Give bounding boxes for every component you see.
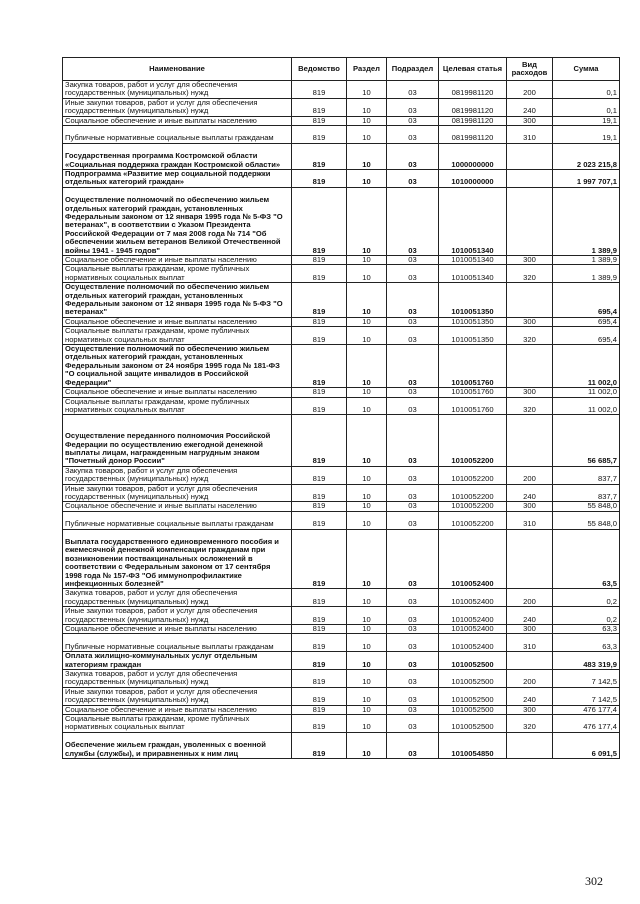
cell-name: Социальное обеспечение и иные выплаты населению (63, 116, 292, 125)
table-row (63, 116, 620, 125)
table-row (63, 345, 620, 388)
cell-celevaya-statya: 1010052200 (439, 511, 507, 529)
cell-name: Государственная программа Костромской области «Социальная поддержка граждан Костромской области» (63, 143, 292, 169)
cell-name: Публичные нормативные социальные выплаты гражданам (63, 511, 292, 529)
cell-vid-raskhodov: 320 (507, 265, 553, 283)
cell-vid-raskhodov: 300 (507, 624, 553, 633)
cell-podrazdel: 03 (387, 634, 439, 652)
cell-vedomstvo: 819 (292, 634, 347, 652)
cell-vid-raskhodov: 200 (507, 669, 553, 687)
cell-vedomstvo: 819 (292, 170, 347, 188)
cell-vedomstvo: 819 (292, 126, 347, 144)
cell-name: Осуществление полномочий по обеспечению жильем отдельных категорий граждан, установленных Федеральным законом от 12 января 1995 года № 5-ФЗ "О ветеранах" (63, 283, 292, 318)
cell-vedomstvo: 819 (292, 715, 347, 733)
cell-podrazdel: 03 (387, 484, 439, 502)
table-row (63, 187, 620, 255)
cell-razdel: 10 (347, 715, 387, 733)
cell-summa: 11 002,0 (553, 345, 620, 388)
cell-razdel: 10 (347, 705, 387, 714)
cell-celevaya-statya: 1010052200 (439, 502, 507, 511)
cell-vedomstvo: 819 (292, 327, 347, 345)
cell-name: Публичные нормативные социальные выплаты гражданам (63, 634, 292, 652)
table-row (63, 317, 620, 326)
cell-celevaya-statya: 1010051350 (439, 283, 507, 318)
cell-razdel: 10 (347, 502, 387, 511)
cell-razdel: 10 (347, 607, 387, 625)
cell-vedomstvo: 819 (292, 283, 347, 318)
cell-razdel: 10 (347, 624, 387, 633)
cell-summa: 2 023 215,8 (553, 143, 620, 169)
cell-razdel: 10 (347, 187, 387, 255)
cell-summa: 1 997 707,1 (553, 170, 620, 188)
table-row (63, 81, 620, 99)
cell-summa: 0,1 (553, 81, 620, 99)
cell-podrazdel: 03 (387, 511, 439, 529)
cell-celevaya-statya: 1010052400 (439, 624, 507, 633)
cell-razdel: 10 (347, 265, 387, 283)
cell-summa: 0,2 (553, 607, 620, 625)
cell-celevaya-statya: 1010051340 (439, 256, 507, 265)
cell-summa: 7 142,5 (553, 669, 620, 687)
cell-podrazdel: 03 (387, 98, 439, 116)
cell-celevaya-statya: 1010052400 (439, 607, 507, 625)
table-row (63, 589, 620, 607)
cell-summa: 1 389,9 (553, 265, 620, 283)
table-row (63, 732, 620, 758)
cell-vid-raskhodov: 320 (507, 715, 553, 733)
table-row (63, 511, 620, 529)
cell-celevaya-statya: 0819981120 (439, 98, 507, 116)
cell-podrazdel: 03 (387, 126, 439, 144)
cell-vid-raskhodov: 300 (507, 705, 553, 714)
cell-celevaya-statya: 1010054850 (439, 732, 507, 758)
cell-name: Социальное обеспечение и иные выплаты населению (63, 388, 292, 397)
cell-podrazdel: 03 (387, 669, 439, 687)
cell-celevaya-statya: 1000000000 (439, 143, 507, 169)
table-row (63, 484, 620, 502)
cell-celevaya-statya: 1010051340 (439, 187, 507, 255)
cell-name: Социальные выплаты гражданам, кроме публичных нормативных социальных выплат (63, 715, 292, 733)
cell-vedomstvo: 819 (292, 652, 347, 670)
cell-vid-raskhodov: 310 (507, 126, 553, 144)
cell-celevaya-statya: 1010051760 (439, 345, 507, 388)
table-row (63, 265, 620, 283)
cell-summa: 695,4 (553, 283, 620, 318)
table-row (63, 170, 620, 188)
cell-vid-raskhodov: 300 (507, 116, 553, 125)
cell-vid-raskhodov: 200 (507, 466, 553, 484)
cell-podrazdel: 03 (387, 317, 439, 326)
cell-vedomstvo: 819 (292, 705, 347, 714)
cell-razdel: 10 (347, 143, 387, 169)
cell-summa: 55 848,0 (553, 511, 620, 529)
table-row (63, 327, 620, 345)
cell-celevaya-statya: 1010052200 (439, 484, 507, 502)
cell-summa: 695,4 (553, 317, 620, 326)
cell-name: Закупка товаров, работ и услуг для обеспечения государственных (муниципальных) нужд (63, 81, 292, 99)
table-row (63, 687, 620, 705)
cell-celevaya-statya: 1010052500 (439, 687, 507, 705)
table-row (63, 98, 620, 116)
col-header-summa: Сумма (553, 58, 620, 81)
cell-vedomstvo: 819 (292, 511, 347, 529)
cell-vedomstvo: 819 (292, 116, 347, 125)
cell-podrazdel: 03 (387, 265, 439, 283)
cell-vedomstvo: 819 (292, 187, 347, 255)
cell-celevaya-statya: 1010052200 (439, 466, 507, 484)
table-header-row (63, 58, 620, 81)
page-number: 302 (585, 874, 603, 888)
col-header-name: Наименование (63, 58, 292, 81)
cell-vid-raskhodov: 240 (507, 484, 553, 502)
cell-celevaya-statya: 1010052400 (439, 634, 507, 652)
cell-razdel: 10 (347, 732, 387, 758)
col-header-razdel: Раздел (347, 58, 387, 81)
cell-podrazdel: 03 (387, 170, 439, 188)
cell-summa: 56 685,7 (553, 415, 620, 466)
cell-podrazdel: 03 (387, 327, 439, 345)
cell-name: Подпрограмма «Развитие мер социальной поддержки отдельных категорий граждан» (63, 170, 292, 188)
cell-vid-raskhodov: 240 (507, 687, 553, 705)
cell-vedomstvo: 819 (292, 317, 347, 326)
cell-podrazdel: 03 (387, 283, 439, 318)
cell-vid-raskhodov: 240 (507, 98, 553, 116)
cell-vedomstvo: 819 (292, 607, 347, 625)
cell-name: Иные закупки товаров, работ и услуг для обеспечения государственных (муниципальных) нужд (63, 98, 292, 116)
cell-razdel: 10 (347, 388, 387, 397)
cell-vid-raskhodov: 320 (507, 397, 553, 415)
cell-summa: 837,7 (553, 484, 620, 502)
table-row (63, 397, 620, 415)
cell-name: Осуществление полномочий по обеспечению жильем отдельных категорий граждан, установленных Федеральным законом от 12 января 1995 года № 5-ФЗ "О ветеранах", в соответствии с Указом Президента Российской Федерации от 7 мая 2008 года № 714 "Об обеспечении жильем ветеранов Великой Отечественной войны 1941 - 1945 годов" (63, 187, 292, 255)
cell-vedomstvo: 819 (292, 502, 347, 511)
cell-razdel: 10 (347, 98, 387, 116)
cell-celevaya-statya: 1010051350 (439, 317, 507, 326)
cell-podrazdel: 03 (387, 345, 439, 388)
cell-vid-raskhodov: 240 (507, 607, 553, 625)
cell-vid-raskhodov (507, 415, 553, 466)
cell-podrazdel: 03 (387, 715, 439, 733)
cell-celevaya-statya: 0819981120 (439, 116, 507, 125)
cell-summa: 11 002,0 (553, 397, 620, 415)
cell-razdel: 10 (347, 256, 387, 265)
table-row (63, 705, 620, 714)
cell-celevaya-statya: 1010051340 (439, 265, 507, 283)
cell-summa: 837,7 (553, 466, 620, 484)
cell-celevaya-statya: 0819981120 (439, 81, 507, 99)
table-row (63, 652, 620, 670)
cell-razdel: 10 (347, 484, 387, 502)
table-row (63, 669, 620, 687)
cell-name: Осуществление переданного полномочия Российской Федерации по осуществлению ежегодной денежной выплаты лицам, награжденным нагрудным знаком "Почетный донор России" (63, 415, 292, 466)
cell-name: Социальное обеспечение и иные выплаты населению (63, 624, 292, 633)
cell-vid-raskhodov: 300 (507, 502, 553, 511)
cell-vedomstvo: 819 (292, 388, 347, 397)
cell-vedomstvo: 819 (292, 256, 347, 265)
cell-summa: 11 002,0 (553, 388, 620, 397)
col-header-podrazdel: Подраздел (387, 58, 439, 81)
cell-summa: 695,4 (553, 327, 620, 345)
cell-summa: 476 177,4 (553, 715, 620, 733)
cell-celevaya-statya: 1010052500 (439, 652, 507, 670)
cell-vedomstvo: 819 (292, 98, 347, 116)
cell-name: Закупка товаров, работ и услуг для обеспечения государственных (муниципальных) нужд (63, 466, 292, 484)
cell-vid-raskhodov (507, 345, 553, 388)
cell-celevaya-statya: 1010051760 (439, 397, 507, 415)
cell-razdel: 10 (347, 669, 387, 687)
cell-celevaya-statya: 1010051760 (439, 388, 507, 397)
cell-podrazdel: 03 (387, 705, 439, 714)
col-header-vid-raskhodov: Вид расходов (507, 58, 553, 81)
cell-celevaya-statya: 1010052500 (439, 715, 507, 733)
cell-summa: 55 848,0 (553, 502, 620, 511)
cell-name: Иные закупки товаров, работ и услуг для обеспечения государственных (муниципальных) нужд (63, 687, 292, 705)
cell-vid-raskhodov: 310 (507, 634, 553, 652)
cell-name: Социальное обеспечение и иные выплаты населению (63, 705, 292, 714)
cell-name: Иные закупки товаров, работ и услуг для обеспечения государственных (муниципальных) нужд (63, 607, 292, 625)
table-row (63, 388, 620, 397)
cell-podrazdel: 03 (387, 143, 439, 169)
cell-podrazdel: 03 (387, 687, 439, 705)
cell-celevaya-statya: 1010052500 (439, 705, 507, 714)
cell-summa: 63,3 (553, 634, 620, 652)
table-row (63, 415, 620, 466)
cell-celevaya-statya: 1010052200 (439, 415, 507, 466)
cell-vid-raskhodov: 300 (507, 256, 553, 265)
cell-razdel: 10 (347, 81, 387, 99)
cell-vedomstvo: 819 (292, 143, 347, 169)
cell-razdel: 10 (347, 529, 387, 589)
cell-vid-raskhodov: 310 (507, 511, 553, 529)
cell-summa: 1 389,9 (553, 187, 620, 255)
cell-vid-raskhodov: 300 (507, 388, 553, 397)
cell-vid-raskhodov (507, 652, 553, 670)
cell-vedomstvo: 819 (292, 397, 347, 415)
cell-podrazdel: 03 (387, 397, 439, 415)
cell-razdel: 10 (347, 116, 387, 125)
cell-summa: 19,1 (553, 116, 620, 125)
cell-vid-raskhodov (507, 283, 553, 318)
cell-summa: 63,5 (553, 529, 620, 589)
cell-vedomstvo: 819 (292, 669, 347, 687)
table-body (63, 81, 620, 759)
cell-name: Иные закупки товаров, работ и услуг для обеспечения государственных (муниципальных) нужд (63, 484, 292, 502)
cell-podrazdel: 03 (387, 466, 439, 484)
cell-vedomstvo: 819 (292, 265, 347, 283)
cell-celevaya-statya: 1010052500 (439, 669, 507, 687)
cell-summa: 1 389,9 (553, 256, 620, 265)
cell-summa: 63,3 (553, 624, 620, 633)
table-row (63, 634, 620, 652)
cell-vedomstvo: 819 (292, 732, 347, 758)
budget-table (62, 57, 620, 759)
cell-podrazdel: 03 (387, 624, 439, 633)
cell-celevaya-statya: 1010051350 (439, 327, 507, 345)
table-row (63, 715, 620, 733)
cell-name: Социальные выплаты гражданам, кроме публичных нормативных социальных выплат (63, 397, 292, 415)
table-row (63, 256, 620, 265)
table-row (63, 126, 620, 144)
cell-podrazdel: 03 (387, 81, 439, 99)
cell-podrazdel: 03 (387, 607, 439, 625)
cell-vedomstvo: 819 (292, 484, 347, 502)
cell-summa: 0,1 (553, 98, 620, 116)
cell-vedomstvo: 819 (292, 687, 347, 705)
cell-summa: 19,1 (553, 126, 620, 144)
cell-razdel: 10 (347, 634, 387, 652)
cell-razdel: 10 (347, 415, 387, 466)
table-row (63, 529, 620, 589)
cell-celevaya-statya: 1010052400 (439, 529, 507, 589)
cell-podrazdel: 03 (387, 732, 439, 758)
cell-name: Обеспечение жильем граждан, уволенных с военной службы (службы), и приравненных к ним лиц (63, 732, 292, 758)
cell-vedomstvo: 819 (292, 466, 347, 484)
cell-razdel: 10 (347, 126, 387, 144)
table-row (63, 502, 620, 511)
cell-razdel: 10 (347, 283, 387, 318)
cell-vid-raskhodov (507, 187, 553, 255)
cell-razdel: 10 (347, 317, 387, 326)
cell-vedomstvo: 819 (292, 589, 347, 607)
cell-podrazdel: 03 (387, 256, 439, 265)
cell-celevaya-statya: 1010052400 (439, 589, 507, 607)
cell-summa: 476 177,4 (553, 705, 620, 714)
cell-razdel: 10 (347, 170, 387, 188)
cell-summa: 7 142,5 (553, 687, 620, 705)
cell-podrazdel: 03 (387, 388, 439, 397)
cell-vid-raskhodov (507, 170, 553, 188)
cell-celevaya-statya: 0819981120 (439, 126, 507, 144)
cell-razdel: 10 (347, 345, 387, 388)
cell-name: Закупка товаров, работ и услуг для обеспечения государственных (муниципальных) нужд (63, 589, 292, 607)
cell-name: Социальное обеспечение и иные выплаты населению (63, 502, 292, 511)
table-row (63, 143, 620, 169)
cell-vid-raskhodov (507, 529, 553, 589)
cell-name: Оплата жилищно-коммунальных услуг отдельным категориям граждан (63, 652, 292, 670)
cell-razdel: 10 (347, 397, 387, 415)
cell-summa: 483 319,9 (553, 652, 620, 670)
cell-celevaya-statya: 1010000000 (439, 170, 507, 188)
table-row (63, 624, 620, 633)
cell-name: Осуществление полномочий по обеспечению жильем отдельных категорий граждан, установленных Федеральным законом от 24 ноября 1995 года № 181-ФЗ "О социальной защите инвалидов в Российской Федерации" (63, 345, 292, 388)
cell-name: Социальное обеспечение и иные выплаты населению (63, 317, 292, 326)
cell-vedomstvo: 819 (292, 624, 347, 633)
table-row (63, 283, 620, 318)
cell-name: Социальное обеспечение и иные выплаты населению (63, 256, 292, 265)
cell-name: Социальные выплаты гражданам, кроме публичных нормативных социальных выплат (63, 265, 292, 283)
cell-vedomstvo: 819 (292, 415, 347, 466)
cell-vedomstvo: 819 (292, 529, 347, 589)
cell-vedomstvo: 819 (292, 81, 347, 99)
cell-name: Социальные выплаты гражданам, кроме публичных нормативных социальных выплат (63, 327, 292, 345)
table-row (63, 607, 620, 625)
cell-podrazdel: 03 (387, 529, 439, 589)
cell-vid-raskhodov: 200 (507, 81, 553, 99)
cell-podrazdel: 03 (387, 116, 439, 125)
cell-podrazdel: 03 (387, 502, 439, 511)
cell-summa: 6 091,5 (553, 732, 620, 758)
cell-vid-raskhodov: 300 (507, 317, 553, 326)
col-header-celevaya-statya: Целевая статья (439, 58, 507, 81)
cell-name: Выплата государственного единовременного пособия и ежемесячной денежной компенсации гражданам при возникновении поствакцинальных осложнений в соответствии с Федеральным законом от 17 сентября 1998 года № 157-ФЗ "Об иммунопрофилактике инфекционных болезней" (63, 529, 292, 589)
cell-podrazdel: 03 (387, 589, 439, 607)
cell-summa: 0,2 (553, 589, 620, 607)
cell-razdel: 10 (347, 652, 387, 670)
col-header-vedomstvo: Ведомство (292, 58, 347, 81)
cell-vid-raskhodov (507, 732, 553, 758)
cell-razdel: 10 (347, 511, 387, 529)
cell-vedomstvo: 819 (292, 345, 347, 388)
cell-name: Публичные нормативные социальные выплаты гражданам (63, 126, 292, 144)
cell-podrazdel: 03 (387, 415, 439, 466)
cell-name: Закупка товаров, работ и услуг для обеспечения государственных (муниципальных) нужд (63, 669, 292, 687)
cell-podrazdel: 03 (387, 187, 439, 255)
cell-vid-raskhodov (507, 143, 553, 169)
cell-vid-raskhodov: 200 (507, 589, 553, 607)
cell-razdel: 10 (347, 687, 387, 705)
cell-razdel: 10 (347, 327, 387, 345)
cell-razdel: 10 (347, 589, 387, 607)
cell-razdel: 10 (347, 466, 387, 484)
table-row (63, 466, 620, 484)
budget-table-sheet (62, 57, 619, 759)
cell-vid-raskhodov: 320 (507, 327, 553, 345)
cell-podrazdel: 03 (387, 652, 439, 670)
